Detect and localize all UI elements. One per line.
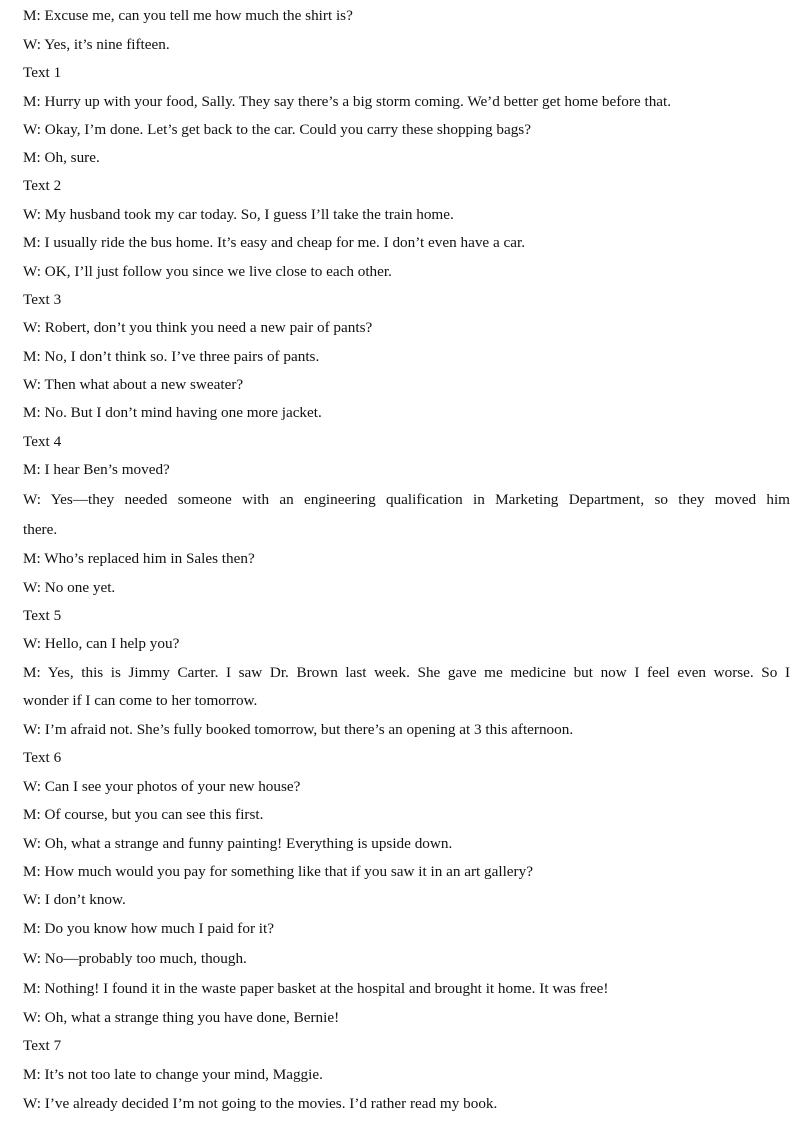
dialogue-line: M: It’s not too late to change your mind, Maggie. bbox=[23, 1066, 323, 1083]
dialogue-line: W: Yes—they needed someone with an engineering qualification in Marketing Department, so they moved him bbox=[23, 491, 790, 508]
dialogue-line: W: OK, I’ll just follow you since we live close to each other. bbox=[23, 263, 392, 280]
dialogue-line: W: Can I see your photos of your new house? bbox=[23, 778, 301, 795]
dialogue-line: W: Okay, I’m done. Let’s get back to the car. Could you carry these shopping bags? bbox=[23, 121, 531, 138]
dialogue-line: M: Nothing! I found it in the waste paper basket at the hospital and brought it home. It was free! bbox=[23, 980, 609, 997]
dialogue-line-continued: wonder if I can come to her tomorrow. bbox=[23, 692, 258, 709]
dialogue-line: W: No one yet. bbox=[23, 579, 116, 596]
dialogue-line: W: Robert, don’t you think you need a new pair of pants? bbox=[23, 319, 373, 336]
section-heading: Text 6 bbox=[23, 749, 62, 766]
dialogue-line-continued: there. bbox=[23, 521, 58, 538]
section-heading: Text 1 bbox=[23, 64, 62, 81]
section-heading: Text 3 bbox=[23, 291, 62, 308]
dialogue-line: M: I hear Ben’s moved? bbox=[23, 461, 170, 478]
dialogue-line: W: I’ve already decided I’m not going to the movies. I’d rather read my book. bbox=[23, 1095, 498, 1112]
dialogue-line: M: Of course, but you can see this first. bbox=[23, 806, 264, 823]
dialogue-line: M: Do you know how much I paid for it? bbox=[23, 920, 274, 937]
section-heading: Text 7 bbox=[23, 1037, 62, 1054]
dialogue-line: W: My husband took my car today. So, I guess I’ll take the train home. bbox=[23, 206, 454, 223]
dialogue-line: W: Hello, can I help you? bbox=[23, 635, 180, 652]
dialogue-line: M: How much would you pay for something like that if you saw it in an art gallery? bbox=[23, 863, 533, 880]
dialogue-line: W: Yes, it’s nine fifteen. bbox=[23, 36, 170, 53]
dialogue-line: W: I don’t know. bbox=[23, 891, 126, 908]
dialogue-line: M: Oh, sure. bbox=[23, 149, 100, 166]
dialogue-line: W: Oh, what a strange and funny painting! Everything is upside down. bbox=[23, 835, 453, 852]
dialogue-line: W: Then what about a new sweater? bbox=[23, 376, 244, 393]
dialogue-line: M: I usually ride the bus home. It’s easy and cheap for me. I don’t even have a car. bbox=[23, 234, 526, 251]
dialogue-line: M: No, I don’t think so. I’ve three pairs of pants. bbox=[23, 348, 320, 365]
section-heading: Text 5 bbox=[23, 607, 62, 624]
dialogue-line: M: Yes, this is Jimmy Carter. I saw Dr. Brown last week. She gave me medicine but now I feel even worse. So I bbox=[23, 664, 790, 681]
dialogue-line: M: Excuse me, can you tell me how much the shirt is? bbox=[23, 7, 353, 24]
section-heading: Text 4 bbox=[23, 433, 62, 450]
dialogue-line: W: I’m afraid not. She’s fully booked tomorrow, but there’s an opening at 3 this afternoon. bbox=[23, 721, 574, 738]
dialogue-line: W: No—probably too much, though. bbox=[23, 950, 247, 967]
dialogue-line: M: Hurry up with your food, Sally. They say there’s a big storm coming. We’d better get home before that. bbox=[23, 93, 672, 110]
dialogue-line: W: Oh, what a strange thing you have done, Bernie! bbox=[23, 1009, 340, 1026]
section-heading: Text 2 bbox=[23, 177, 62, 194]
dialogue-line: M: Who’s replaced him in Sales then? bbox=[23, 550, 255, 567]
dialogue-line: M: No. But I don’t mind having one more jacket. bbox=[23, 404, 322, 421]
